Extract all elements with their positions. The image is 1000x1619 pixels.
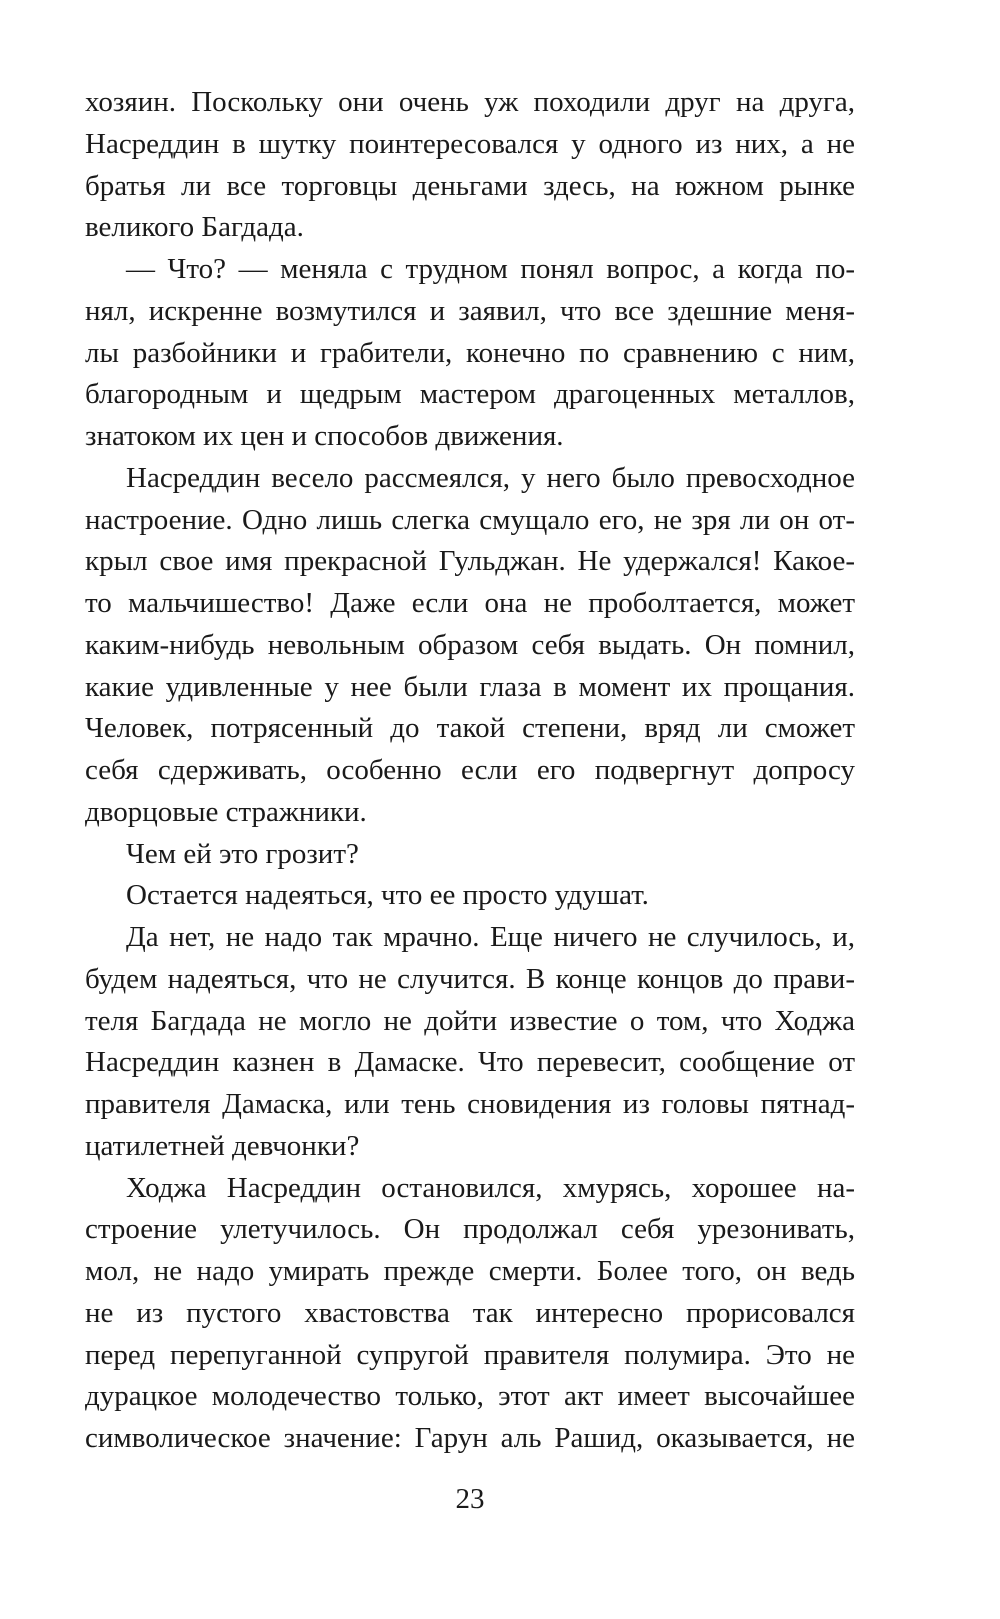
text-line: настроение. Одно лишь слегка смущало его, не зря ли он от- <box>85 503 855 536</box>
text-line: цатилетней девчонки? <box>85 1129 360 1162</box>
text-line: теля Багдада не могло не дойти известие о том, что Ходжа <box>85 1004 855 1037</box>
text-line: благородным и щедрым мастером драгоценных металлов, <box>85 378 855 411</box>
text-line: лы разбойники и грабители, конечно по сравнению с ним, <box>85 336 855 369</box>
text-line: правителя Дамаска, или тень сновидения из головы пятнад- <box>85 1088 855 1120</box>
text-line: знатоком их цен и способов движения. <box>85 420 564 452</box>
text-line: каким-нибудь невольным образом себя выдать. Он помнил, <box>85 628 855 661</box>
text-line: Да нет, не надо так мрачно. Еще ничего не случилось, и, <box>126 921 855 953</box>
text-line: дурацкое молодечество только, этот акт имеет высочайшее <box>85 1380 855 1413</box>
text-line: Человек, потрясенный до такой степени, вряд ли сможет <box>85 712 855 745</box>
text-line: Чем ей это грозит? <box>126 837 359 870</box>
text-line: мол, не надо умирать прежде смерти. Более того, он ведь <box>85 1255 855 1287</box>
text-line: Насреддин казнен в Дамаске. Что перевесит, сообщение от <box>85 1046 855 1079</box>
text-line: братья ли все торговцы деньгами здесь, на южном рынке <box>85 169 855 202</box>
text-line: дворцовые стражники. <box>85 795 367 828</box>
text-line: великого Багдада. <box>85 211 304 244</box>
text-line: символическое значение: Гарун аль Рашид, оказывается, не <box>85 1422 855 1454</box>
text-line: — Что? — меняла с трудном понял вопрос, а когда по- <box>126 253 855 285</box>
text-line: Ходжа Насреддин остановился, хмурясь, хорошее на- <box>126 1171 855 1204</box>
text-line: Насреддин весело рассмеялся, у него было превосходное <box>126 461 855 494</box>
text-line: будем надеяться, что не случится. В конце концов до прави- <box>85 962 855 995</box>
text-line: какие удивленные у нее были глаза в момент их прощания. <box>85 670 855 703</box>
text-line: перед перепуганной супругой правителя полумира. Это не <box>85 1338 855 1371</box>
text-line: Насреддин в шутку поинтересовался у одного из них, а не <box>85 127 855 160</box>
body-text <box>85 82 855 1460</box>
text-line: Остается надеяться, что ее просто удушат. <box>126 879 649 912</box>
text-line: нял, искренне возмутился и заявил, что все здешние меня- <box>85 294 855 327</box>
page-number: 23 <box>455 1483 485 1515</box>
text-line: себя сдерживать, особенно если его подвергнут допросу <box>85 754 855 786</box>
text-line: не из пустого хвастовства так интересно прорисовался <box>85 1296 855 1329</box>
text-line: хозяин. Поскольку они очень уж походили друг на друга, <box>85 86 855 118</box>
text-line: то мальчишество! Даже если она не проболтается, может <box>85 587 855 619</box>
text-line: крыл свое имя прекрасной Гульджан. Не удержался! Какое- <box>85 545 855 578</box>
text-line: строение улетучилось. Он продолжал себя урезонивать, <box>85 1213 855 1246</box>
